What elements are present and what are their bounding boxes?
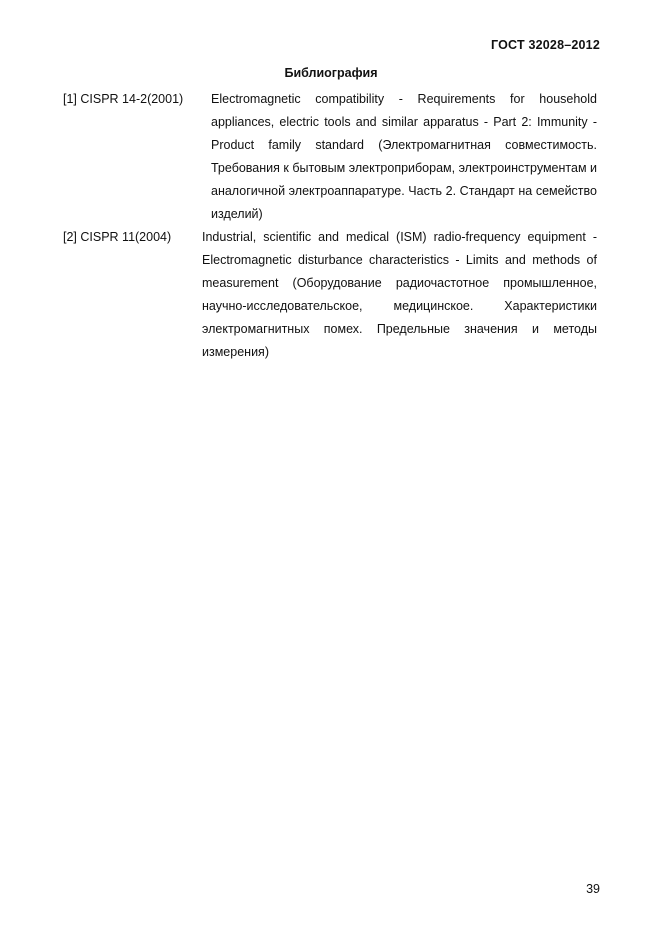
page-number: 39 — [586, 882, 600, 896]
reference-text-2: Industrial, scientific and medical (ISM) radio-frequency equipment - Electromagnetic disturbance characteristics - Limits and methods of measurement (Оборудование радиочастотное промышленное, научно-исследовательское, медицинское. Характеристики электромагнитных помех. Предельные значения и методы измерения) — [202, 230, 597, 359]
reference-label-2: [2] CISPR 11(2004) — [63, 230, 172, 244]
document-code: ГОСТ 32028–2012 — [491, 38, 600, 52]
bibliography-title: Библиография — [284, 66, 378, 80]
reference-label-1: [1] CISPR 14-2(2001) — [63, 92, 184, 106]
reference-text-1: Electromagnetic compatibility - Requirements for household appliances, electric tools and similar apparatus - Part 2: Immunity - Product family standard (Электромагнитная совместимость. Требования к бытовым электроприборам, электроинструментам и аналогичной электроаппаратуре. Часть 2. Стандарт на семейство изделий) — [211, 92, 597, 221]
